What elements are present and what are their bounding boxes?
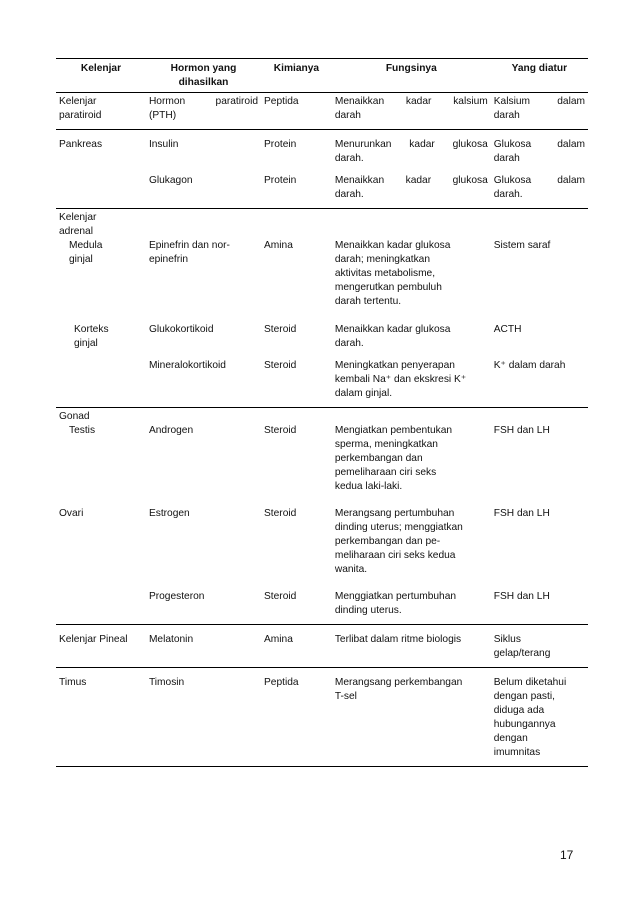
- cell-kelenjar: Ovari: [59, 508, 84, 519]
- cell-kelenjar: Kelenjar Pineal: [56, 625, 146, 668]
- table-row: [56, 494, 588, 577]
- cell-hormon: Melatonin: [146, 625, 261, 668]
- cell-hormon: Mineralokortikoid: [146, 351, 261, 408]
- cell-hormon: Epinefrin dan nor- epinefrin: [148, 240, 230, 265]
- page-number: 17: [560, 848, 574, 862]
- cell-hormon: Hormon paratiroid (PTH): [146, 93, 261, 130]
- cell-kimia: Steroid: [261, 577, 332, 625]
- table-row: [56, 577, 588, 625]
- table-row: [56, 625, 588, 668]
- cell-hormon: Timosin: [146, 668, 261, 767]
- cell-diatur: FSH dan LH: [491, 577, 588, 625]
- cell-fungsi: Menaikkan kadar glukosa darah; meningkatkan aktivitas metabolisme, mengerutkan pembuluh darah tertentu.: [334, 240, 451, 307]
- cell-fungsi: Menurunkan kadar glukosa darah.: [334, 139, 488, 164]
- cell-kimia: Steroid: [264, 324, 297, 335]
- cell-fungsi: Terlibat dalam ritme biologis: [332, 625, 491, 668]
- cell-diatur: Glukosa dalam darah: [493, 139, 585, 164]
- cell-diatur: K⁺ dalam darah: [491, 351, 588, 408]
- cell-diatur: Kalsium dalam darah: [491, 93, 588, 130]
- cell-kelenjar: Pankreas: [59, 139, 103, 150]
- table-row: [56, 166, 588, 209]
- cell-kimia: Protein: [261, 166, 332, 209]
- column-header-fungsinya: Fungsinya: [332, 59, 491, 93]
- hormone-table: [56, 58, 588, 767]
- cell-kimia: Amina: [264, 240, 293, 251]
- cell-kimia: Amina: [261, 625, 332, 668]
- cell-kelenjar: Kelenjar adrenal Medula ginjal: [59, 212, 103, 265]
- column-header-yang-diatur: Yang diatur: [491, 59, 588, 93]
- table-row: [56, 668, 588, 767]
- cell-fungsi: Meningkatkan penyerapan kembali Na⁺ dan ekskresi K⁺ dalam ginjal.: [332, 351, 491, 408]
- cell-diatur: FSH dan LH: [493, 425, 550, 436]
- cell-diatur: ACTH: [493, 324, 522, 335]
- column-header-hormon: Hormon yang dihasilkan: [146, 59, 261, 93]
- cell-fungsi: Merangsang perkembangan T-sel: [332, 668, 491, 767]
- table-row: [56, 209, 588, 310]
- cell-fungsi: Menaikkan kadar glukosa darah.: [334, 324, 451, 349]
- cell-hormon: Estrogen: [148, 508, 190, 519]
- cell-fungsi: Merangsang pertumbuhan dinding uterus; menggiatkan perkembangan dan pe- meliharaan ciri seks kedua wanita.: [334, 508, 463, 575]
- cell-kimia: Steroid: [264, 508, 297, 519]
- table-row: [56, 130, 588, 167]
- column-header-kelenjar: Kelenjar: [56, 59, 146, 93]
- cell-kimia: Peptida: [261, 668, 332, 767]
- table-row: [56, 93, 588, 130]
- table-row: [56, 408, 588, 495]
- cell-kimia: Protein: [264, 139, 297, 150]
- cell-fungsi: Mengiatkan pembentukan sperma, meningkatkan perkembangan dan pemeliharaan ciri seks kedua laki-laki.: [334, 425, 453, 492]
- cell-kelenjar: [56, 577, 146, 625]
- cell-fungsi: Menggiatkan pertumbuhan dinding uterus.: [332, 577, 491, 625]
- cell-diatur: Belum diketahui dengan pasti, diduga ada hubungannya dengan imumnitas: [491, 668, 588, 767]
- table-header-row: [56, 59, 588, 93]
- cell-diatur: Siklus gelap/terang: [491, 625, 588, 668]
- cell-fungsi: Menaikkan kadar glukosa darah.: [332, 166, 491, 209]
- cell-kimia: Peptida: [261, 93, 332, 130]
- table-row: [56, 309, 588, 351]
- cell-kelenjar: Korteks ginjal: [74, 324, 109, 349]
- cell-hormon: Progesteron: [146, 577, 261, 625]
- cell-hormon: Insulin: [148, 139, 179, 150]
- cell-diatur: Sistem saraf: [493, 240, 551, 251]
- cell-kelenjar: Kelenjar paratiroid: [56, 93, 146, 130]
- cell-kimia: Steroid: [264, 425, 297, 436]
- cell-hormon: Glukokortikoid: [148, 324, 214, 335]
- cell-kelenjar: [56, 166, 146, 209]
- cell-kelenjar: [56, 351, 146, 408]
- cell-diatur: Glukosa dalam darah.: [491, 166, 588, 209]
- cell-kelenjar: Gonad Testis: [59, 411, 96, 436]
- cell-kimia: Steroid: [261, 351, 332, 408]
- cell-kelenjar: Timus: [56, 668, 146, 767]
- cell-diatur: FSH dan LH: [493, 508, 550, 519]
- cell-hormon: Androgen: [148, 425, 194, 436]
- column-header-kimianya: Kimianya: [261, 59, 332, 93]
- cell-hormon: Glukagon: [146, 166, 261, 209]
- cell-fungsi: Menaikkan kadar kalsium darah: [332, 93, 491, 130]
- table-row: [56, 351, 588, 408]
